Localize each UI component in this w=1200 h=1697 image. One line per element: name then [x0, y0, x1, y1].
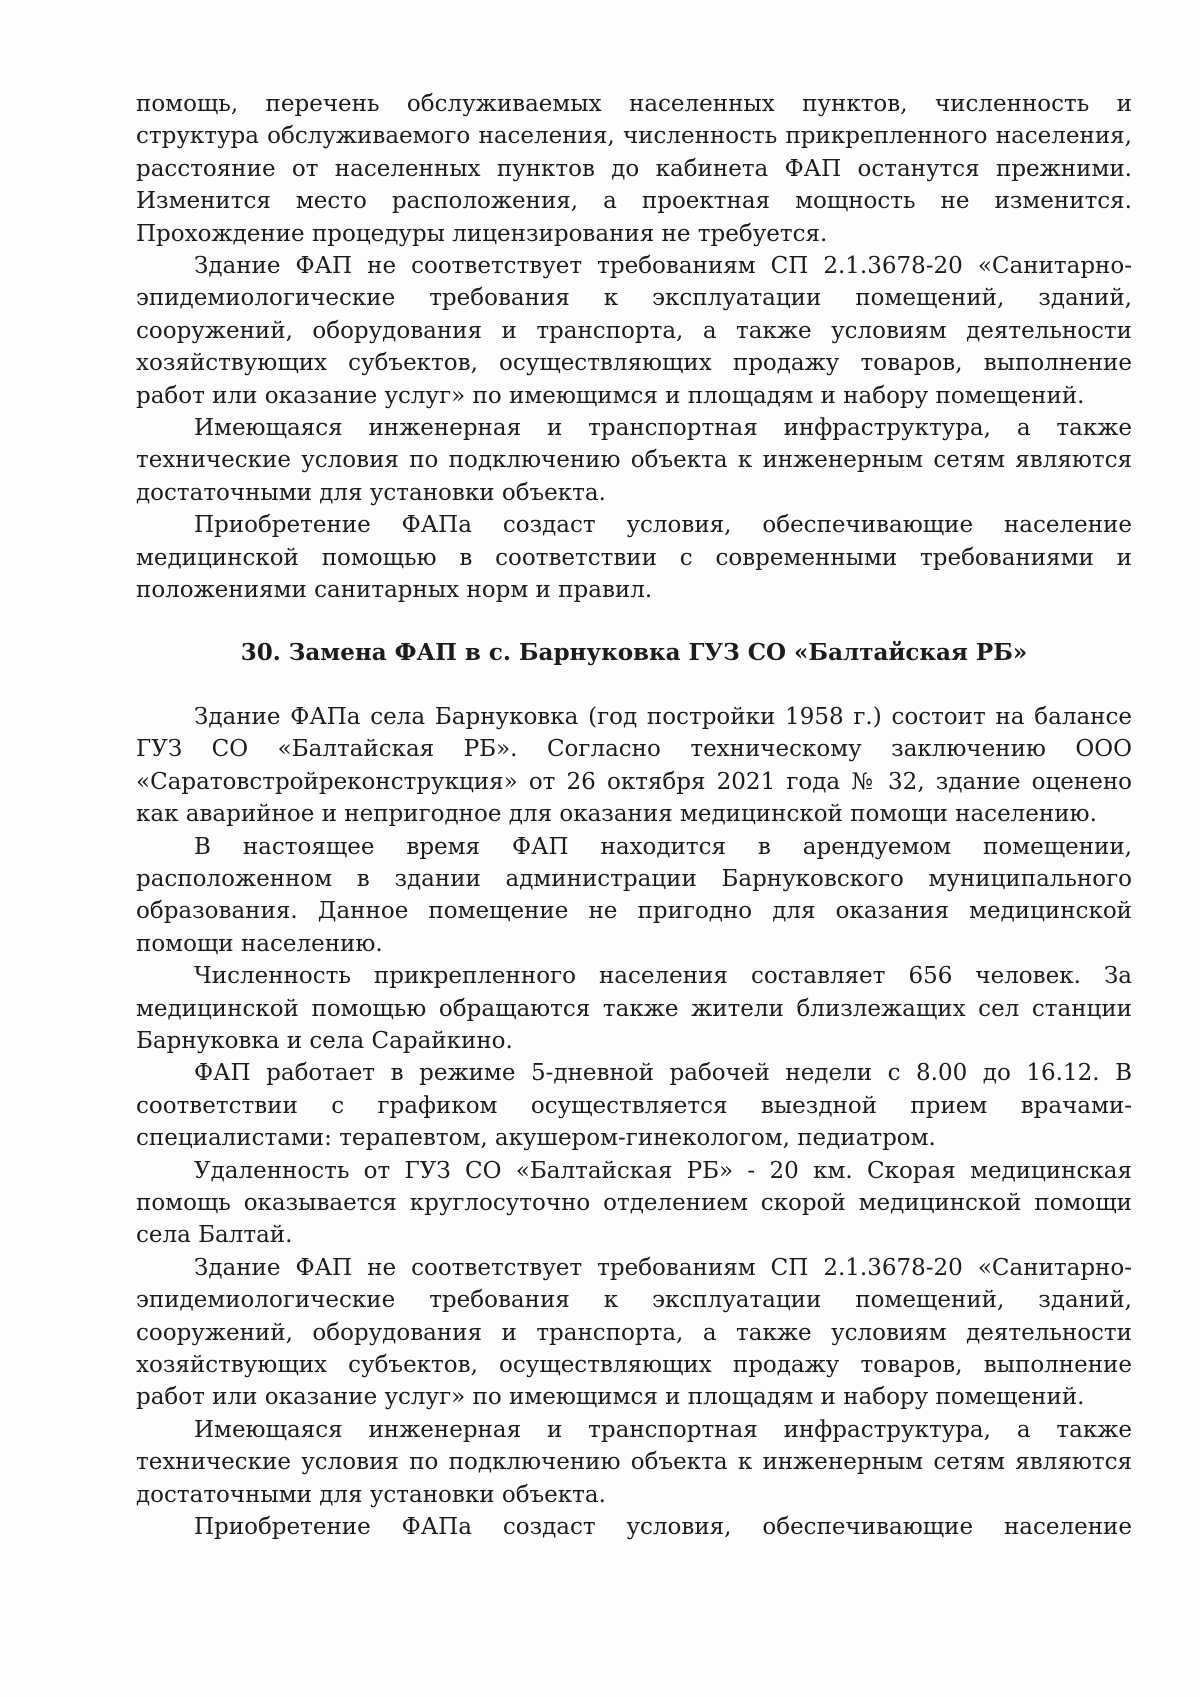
paragraph: ФАП работает в режиме 5-дневной рабочей недели с 8.00 до 16.12. В соответствии с графиком осуществляется выездной прием врачами-специалистами: терапевтом, акушером-гинекологом, педиатром.	[136, 1060, 1132, 1152]
paragraph-truncated: Приобретение ФАПа создаст условия, обеспечивающие население	[194, 1514, 1132, 1541]
paragraph-continued: помощь, перечень обслуживаемых населенных пунктов, численность и структура обслуживаемого населения, численность прикрепленного населения, расстояние от населенных пунктов до кабинета ФАП останутся прежними. Изменится место расположения, а проектная мощность не изменится. Прохождение процедуры лицензирования не требуется.	[136, 91, 1132, 247]
paragraph: Здание ФАПа села Барнуковка (год постройки 1958 г.) состоит на балансе ГУЗ СО «Балтайская РБ». Согласно техническому заключению ООО «Саратовстройреконструкция» от 26 октября 2021 года № 32, здание оценено как аварийное и непригодное для оказания медицинской помощи населению.	[136, 703, 1132, 828]
paragraph: В настоящее время ФАП находится в арендуемом помещении, расположенном в здании администрации Барнуковского муниципального образования. Данное помещение не пригодно для оказания медицинской помощи населению.	[136, 833, 1132, 957]
paragraph: Здание ФАП не соответствует требованиям СП 2.1.3678-20 «Санитарно-эпидемиологические требования к эксплуатации помещений, зданий, сооружений, оборудования и транспорта, а также условиям деятельности хозяйствующих субъектов, осуществляющих продажу товаров, выполнение работ или оказание услуг» по имеющимся и площадям и набору помещений.	[136, 253, 1132, 409]
paragraph: Удаленность от ГУЗ СО «Балтайская РБ» - 20 км. Скорая медицинская помощь оказывается круглосуточно отделением скорой медицинской помощи села Балтай.	[136, 1157, 1132, 1249]
paragraph: Имеющаяся инженерная и транспортная инфраструктура, а также технические условия по подключению объекта к инженерным сетям являются достаточными для установки объекта.	[136, 415, 1132, 506]
document-body	[136, 88, 1132, 1543]
paragraph: Численность прикрепленного населения составляет 656 человек. За медицинской помощью обращаются также жители близлежащих сел станции Барнуковка и села Сарайкино.	[136, 963, 1132, 1054]
paragraph: Здание ФАП не соответствует требованиям СП 2.1.3678-20 «Санитарно-эпидемиологические требования к эксплуатации помещений, зданий, сооружений, оборудования и транспорта, а также условиям деятельности хозяйствующих субъектов, осуществляющих продажу товаров, выполнение работ или оказание услуг» по имеющимся и площадям и набору помещений.	[136, 1254, 1132, 1411]
paragraph: Приобретение ФАПа создаст условия, обеспечивающие население медицинской помощью в соответствии с современными требованиями и положениями санитарных норм и правил.	[136, 512, 1132, 604]
section-heading: 30. Замена ФАП в с. Барнуковка ГУЗ СО «Балтайская РБ»	[240, 638, 1028, 666]
paragraph: Имеющаяся инженерная и транспортная инфраструктура, а также технические условия по подключению объекта к инженерным сетям являются достаточными для установки объекта.	[136, 1416, 1132, 1508]
